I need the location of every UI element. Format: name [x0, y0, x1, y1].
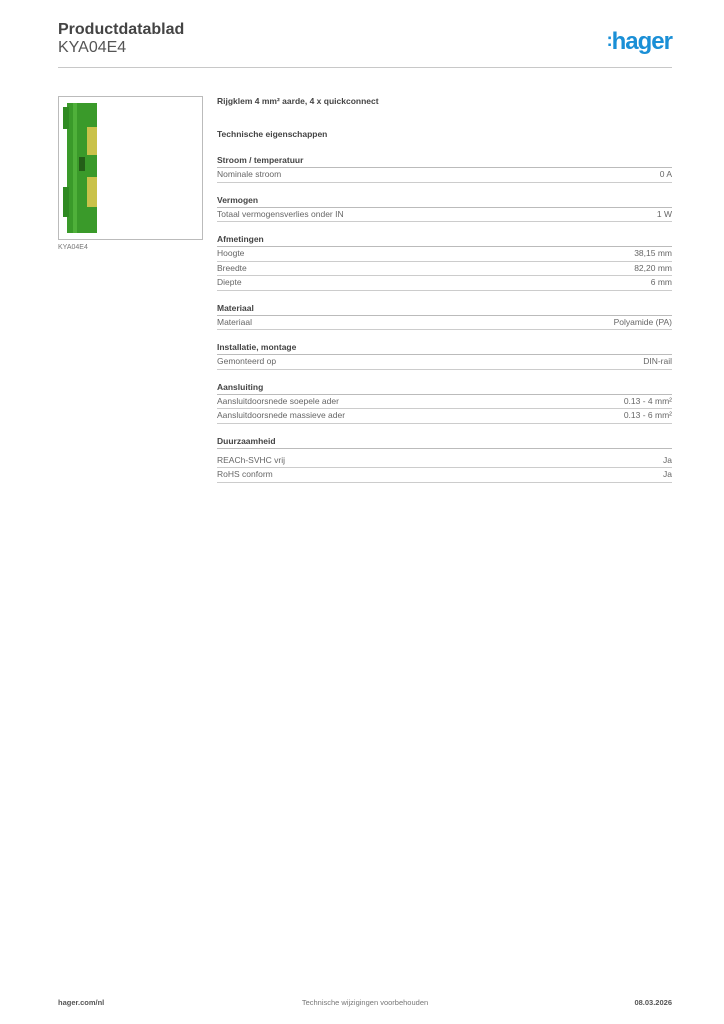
spec-value: 82,20 mm	[634, 262, 672, 273]
spec-label: Aansluitdoorsnede soepele ader	[217, 395, 339, 406]
section-heading: Stroom / temperatuur	[217, 154, 672, 168]
spec-value: 1 W	[656, 208, 672, 219]
spec-value: Ja	[663, 454, 672, 465]
spec-row	[217, 316, 672, 331]
spec-label: Diepte	[217, 277, 242, 287]
footer-date: 08.03.2026	[634, 998, 672, 1007]
spec-label: REACh-SVHC vrij	[217, 454, 286, 465]
spec-row	[217, 208, 672, 223]
spec-label: Nominale stroom	[217, 169, 282, 179]
spec-row	[217, 276, 672, 291]
spec-row	[217, 247, 672, 262]
section-heading: Duurzaamheid	[217, 435, 672, 449]
spec-value: DIN-rail	[643, 356, 672, 366]
spec-row	[217, 409, 672, 424]
spec-section	[217, 194, 672, 223]
spec-section	[217, 233, 672, 291]
spec-row	[217, 454, 672, 469]
footer-disclaimer: Technische wijzigingen voorbehouden	[301, 998, 429, 1007]
section-heading: Aansluiting	[217, 381, 672, 395]
spec-value: 0.13 - 6 mm²	[623, 410, 672, 420]
image-caption: KYA04E4	[58, 244, 88, 251]
spec-content	[217, 96, 672, 483]
spec-row	[217, 262, 672, 277]
spec-label: Materiaal	[217, 316, 252, 327]
spec-row	[217, 468, 672, 483]
hager-logo: :hager	[606, 28, 672, 55]
spec-section	[217, 381, 672, 424]
section-heading: Afmetingen	[217, 233, 672, 247]
spec-label: Breedte	[217, 262, 247, 273]
spec-label: RoHS conform	[217, 469, 273, 479]
spec-label: Totaal vermogensverlies onder IN	[217, 208, 344, 219]
page-title: Productdatablad	[58, 21, 185, 38]
spec-section	[217, 302, 672, 331]
footer-website: hager.com/nl	[58, 998, 105, 1007]
spec-label: Hoogte	[217, 248, 245, 258]
section-heading: Vermogen	[217, 194, 672, 208]
spec-value: 0.13 - 4 mm²	[623, 395, 672, 406]
spec-label: Aansluitdoorsnede massieve ader	[217, 410, 346, 420]
product-image	[58, 96, 203, 240]
spec-value: Polyamide (PA)	[613, 316, 672, 327]
tech-heading: Technische eigenschappen	[217, 129, 328, 139]
section-heading: Materiaal	[217, 302, 672, 316]
spec-row	[217, 395, 672, 410]
spec-section	[217, 341, 672, 370]
spec-row	[217, 355, 672, 370]
spec-value: 0 A	[659, 169, 672, 179]
spec-value: 38,15 mm	[634, 248, 672, 258]
spec-label: Gemonteerd op	[217, 356, 277, 366]
spec-section	[217, 154, 672, 183]
product-code: KYA04E4	[58, 39, 127, 56]
spec-value: Ja	[663, 469, 672, 479]
spec-value: 6 mm	[650, 277, 672, 287]
spec-row	[217, 168, 672, 183]
spec-section	[217, 435, 672, 483]
product-title: Rijgklem 4 mm² aarde, 4 x quickconnect	[217, 96, 379, 106]
header-divider	[58, 67, 672, 68]
section-heading: Installatie, montage	[217, 341, 672, 355]
